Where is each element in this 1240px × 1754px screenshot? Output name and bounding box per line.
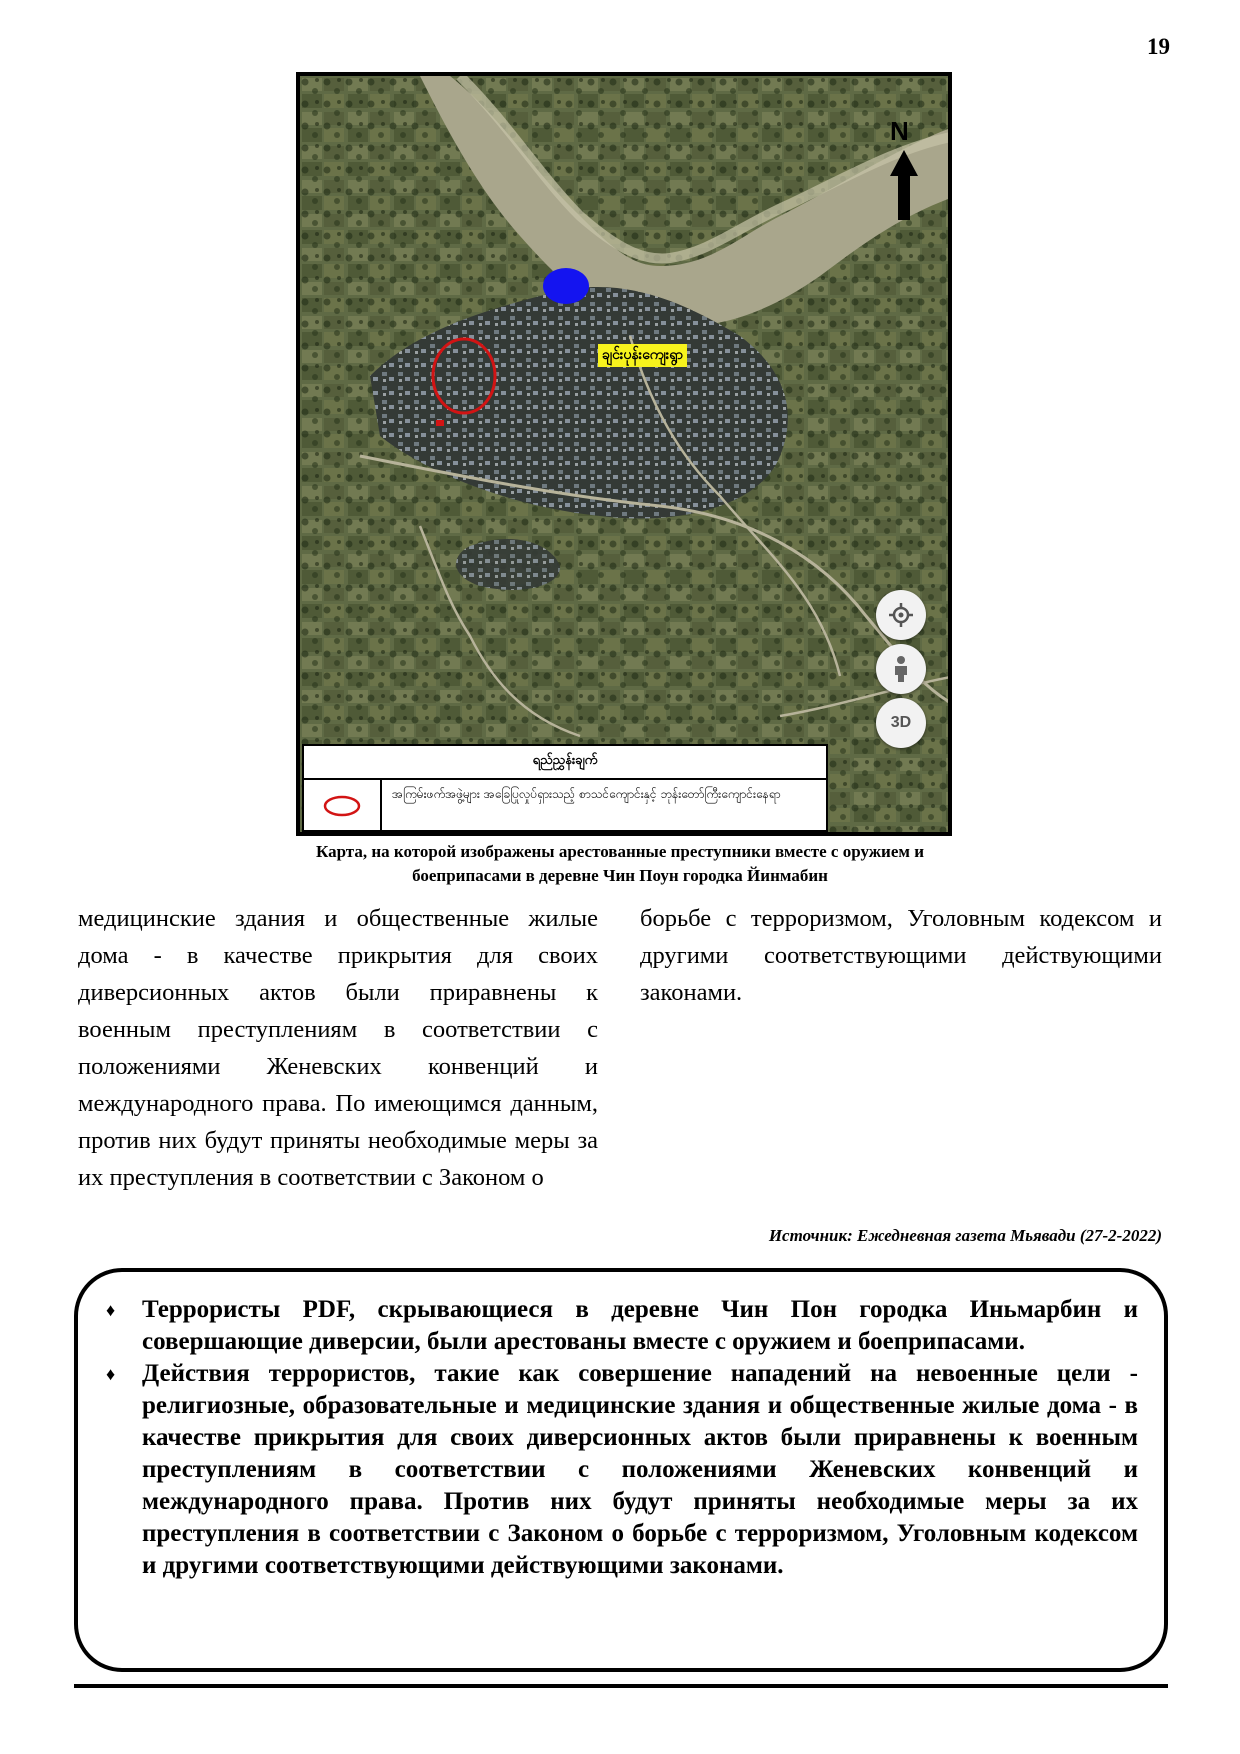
satellite-map	[296, 72, 952, 836]
summary-list	[106, 1294, 1138, 1582]
north-label: N	[890, 116, 909, 146]
locate-icon[interactable]	[876, 590, 926, 640]
body-text-left: медицинские здания и общественные жилые дома - в качестве прикрытия для своих диверсионных актов были приравнены к военным преступлениям в соответствии с положениями Женевских конвенций и международного права. По имеющимся данным, против них будут приняты необходимые меры за их преступления в соответствии с Законом о	[78, 905, 598, 1191]
summary-item-text: Действия террористов, такие как совершение нападений на невоенные цели - религиозные, образовательные и медицинские здания и общественные жилые дома - в качестве прикрытия для своих диверсионных актов были приравнены к военным преступлениям в соответствии с положениями Женевских конвенций и международного права. Против них будут приняты необходимые меры за их преступления в соответствии с Законом о борьбе с терроризмом, Уголовным кодексом и другими соответствующими действующими законами.	[142, 1360, 1138, 1579]
legend-item-text: အကြမ်းဖက်အဖွဲ့များ အခြေပြုလှုပ်ရှားသည့် စာသင်ကျောင်းနှင့် ဘုန်းတော်ကြီးကျောင်းနေရာ	[392, 787, 781, 801]
body-column-right	[640, 900, 1162, 1011]
summary-item-text: Террористы PDF, скрывающиеся в деревне Чин Пон городка Иньмарбин и совершающие диверсии, были арестованы вместе с оружием и боеприпасами.	[142, 1296, 1138, 1355]
bullet-icon: ♦	[106, 1300, 116, 1320]
summary-item	[106, 1358, 1138, 1582]
three-d-button[interactable]: 3D	[876, 698, 926, 748]
street-view-icon[interactable]	[876, 644, 926, 694]
body-column-left	[78, 900, 598, 1196]
figure-caption: Карта, на которой изображены арестованные преступники вместе с оружием и боеприпасами в деревне Чин Поун городка Йинмабин	[315, 842, 925, 885]
legend-red-ellipse-icon	[304, 780, 382, 832]
north-arrow-icon	[884, 120, 924, 220]
summary-item	[106, 1294, 1138, 1358]
map-legend	[302, 744, 828, 832]
legend-title: ရည်ညွှန်းချက်	[304, 746, 826, 780]
summary-box	[74, 1268, 1168, 1672]
bullet-icon: ♦	[106, 1364, 116, 1384]
satellite-imagery	[300, 76, 952, 836]
body-text-right: борьбе с терроризмом, Уголовным кодексом и другими соответствующими действующими законами.	[640, 905, 1162, 1006]
legend-row	[304, 780, 826, 832]
village-label: ချင်းပုန်းကျေးရွာ	[598, 344, 687, 367]
bottom-divider	[74, 1684, 1168, 1688]
source-note: Источник: Ежедневная газета Мьявади (27-2-2022)	[768, 1226, 1162, 1245]
page-number: 19	[1147, 34, 1170, 59]
